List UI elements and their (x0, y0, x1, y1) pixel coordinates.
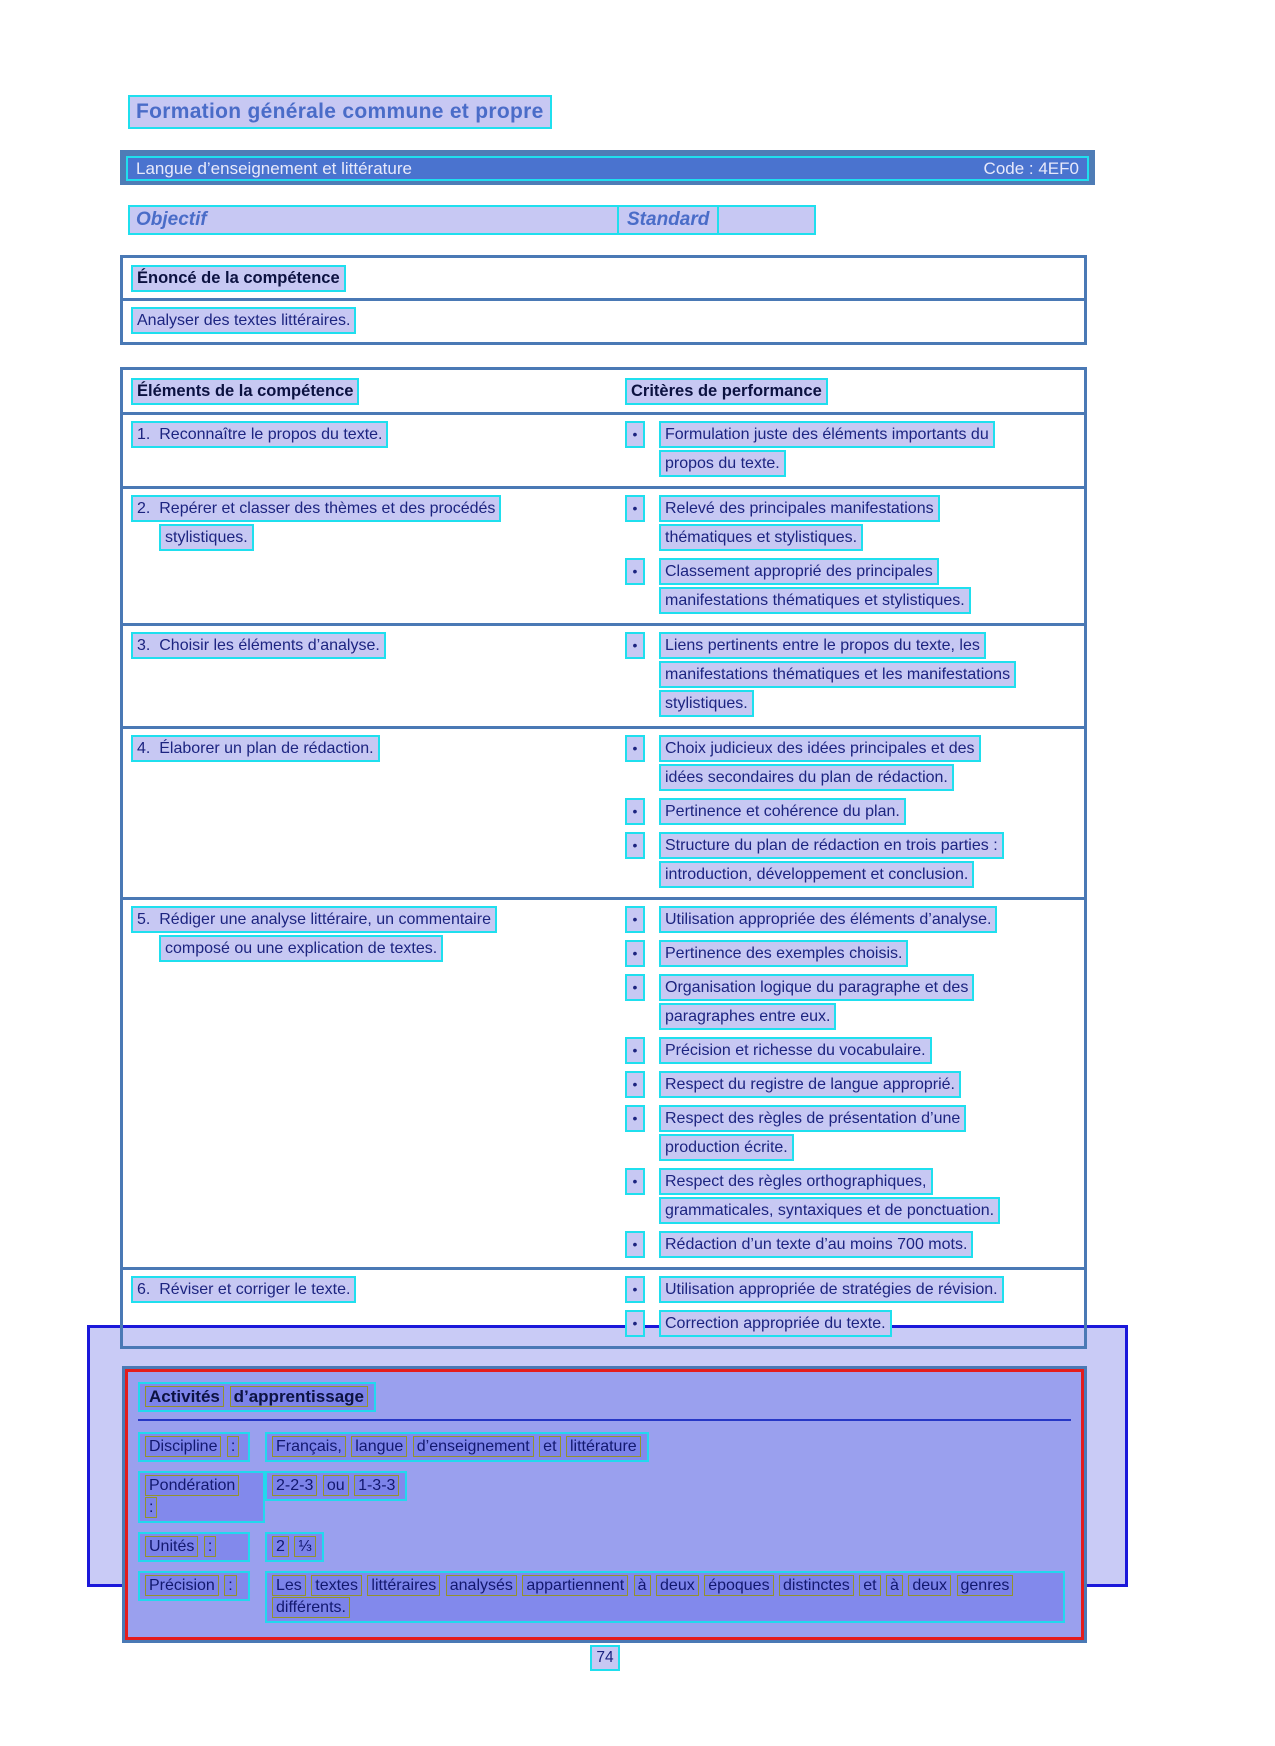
bullet-icon: • (625, 940, 645, 967)
bullet-icon: • (625, 1276, 645, 1303)
element-cell (131, 421, 617, 479)
criterion-item (625, 495, 1076, 553)
criteres-header: Critères de performance (625, 378, 828, 405)
bullet-icon: • (625, 1310, 645, 1337)
element-line: stylistiques. (159, 524, 254, 551)
bullet-icon: • (625, 495, 645, 522)
criterion-line: grammaticales, syntaxiques et de ponctuation. (659, 1197, 1000, 1224)
criterion-item (625, 1037, 1076, 1066)
criterion-line: Structure du plan de rédaction en trois parties : (659, 832, 1004, 859)
criterion-line: stylistiques. (659, 690, 754, 717)
field-value-precision: Les textes littéraires analysés appartiennent à deux époques distinctes et à deux genres différents. (265, 1571, 1065, 1623)
criterion-item (625, 1105, 1076, 1163)
criterion-item (625, 421, 1076, 479)
criterion-item (625, 1071, 1076, 1100)
criterion-line: paragraphes entre eux. (659, 1003, 836, 1030)
criterion-line: Pertinence et cohérence du plan. (659, 798, 906, 825)
criterion-item (625, 832, 1076, 890)
field-value-unites: 2 ⅓ (265, 1532, 324, 1562)
criteria-cell (617, 1276, 1076, 1339)
field-label-discipline: Discipline : (138, 1432, 250, 1462)
activites-heading: Activités d’apprentissage (138, 1382, 376, 1412)
bullet-icon: • (625, 974, 645, 1001)
bullet-icon: • (625, 1071, 645, 1098)
section-header-bar (120, 150, 1095, 185)
page-title (128, 95, 1275, 129)
bullet-icon: • (625, 632, 645, 659)
elements-header: Éléments de la compétence (131, 378, 359, 405)
criterion-line: Pertinence des exemples choisis. (659, 940, 908, 967)
criterion-item (625, 906, 1076, 935)
element-line: 3. Choisir les éléments d’analyse. (131, 632, 386, 659)
element-line: 1. Reconnaître le propos du texte. (131, 421, 388, 448)
criterion-line: Utilisation appropriée de stratégies de révision. (659, 1276, 1004, 1303)
criteria-cell (617, 632, 1076, 719)
bullet-icon: • (625, 798, 645, 825)
column-headers (120, 205, 1275, 237)
element-line: 2. Repérer et classer des thèmes et des procédés (131, 495, 501, 522)
criterion-item (625, 1168, 1076, 1226)
bullet-icon: • (625, 1231, 645, 1258)
element-line: composé ou une explication de textes. (159, 935, 443, 962)
element-line: 4. Élaborer un plan de rédaction. (131, 735, 380, 762)
element-cell (131, 906, 617, 1260)
criterion-line: introduction, développement et conclusion. (659, 861, 974, 888)
bullet-icon: • (625, 832, 645, 859)
document-page (0, 95, 1275, 1746)
criterion-item (625, 940, 1076, 969)
element-cell (131, 735, 617, 890)
table-row (123, 726, 1084, 897)
page-number: 74 (590, 1645, 619, 1671)
element-line: 5. Rédiger une analyse littéraire, un commentaire (131, 906, 497, 933)
element-cell (131, 632, 617, 719)
criterion-line: Précision et richesse du vocabulaire. (659, 1037, 932, 1064)
enonce-box (120, 255, 1087, 345)
criterion-item (625, 735, 1076, 793)
criterion-line: propos du texte. (659, 450, 786, 477)
criterion-item (625, 798, 1076, 827)
bullet-icon: • (625, 1168, 645, 1195)
section-header-highlight (126, 156, 1089, 181)
criteria-cell (617, 906, 1076, 1260)
criterion-line: Rédaction d’un texte d’au moins 700 mots. (659, 1231, 973, 1258)
bullet-icon: • (625, 558, 645, 585)
bullet-icon: • (625, 421, 645, 448)
criterion-line: manifestations thématiques et les manifestations (659, 661, 1016, 688)
criterion-item (625, 1231, 1076, 1260)
criterion-line: Respect du registre de langue approprié. (659, 1071, 961, 1098)
table-row (123, 486, 1084, 623)
criterion-item (625, 632, 1076, 719)
criterion-line: production écrite. (659, 1134, 794, 1161)
criteria-cell (617, 735, 1076, 890)
table-header-row (123, 370, 1084, 412)
field-label-ponderation: Pondération : (138, 1471, 265, 1523)
criterion-item (625, 1310, 1076, 1339)
criterion-line: Liens pertinents entre le propos du texte, les (659, 632, 986, 659)
section-title: Langue d’enseignement et littérature (136, 158, 412, 178)
criteria-cell (617, 421, 1076, 479)
enonce-body: Analyser des textes littéraires. (131, 307, 356, 334)
element-line: 6. Réviser et corriger le texte. (131, 1276, 356, 1303)
bullet-icon: • (625, 906, 645, 933)
outer-annotation-box (87, 1325, 1128, 1616)
criterion-line: Respect des règles orthographiques, (659, 1168, 933, 1195)
table-row (123, 1267, 1084, 1346)
enonce-heading: Énoncé de la compétence (131, 265, 346, 292)
criteria-cell (617, 495, 1076, 616)
criterion-line: Correction appropriée du texte. (659, 1310, 892, 1337)
element-cell (131, 1276, 617, 1339)
criterion-line: Utilisation appropriée des éléments d’analyse. (659, 906, 997, 933)
objectif-standard-band (128, 205, 816, 235)
field-label-unites: Unités : (138, 1532, 250, 1562)
criterion-item (625, 558, 1076, 616)
table-row (123, 412, 1084, 486)
criterion-line: thématiques et stylistiques. (659, 524, 863, 551)
activites-table (122, 1366, 1087, 1643)
table-row (123, 897, 1084, 1267)
field-label-precision: Précision : (138, 1571, 250, 1601)
element-cell (131, 495, 617, 616)
criterion-line: Classement approprié des principales (659, 558, 939, 585)
criterion-line: idées secondaires du plan de rédaction. (659, 764, 954, 791)
criterion-line: Organisation logique du paragraphe et des (659, 974, 974, 1001)
criterion-line: manifestations thématiques et stylistiques. (659, 587, 971, 614)
criterion-line: Choix judicieux des idées principales et des (659, 735, 981, 762)
bullet-icon: • (625, 1105, 645, 1132)
competence-table (120, 367, 1087, 1349)
criterion-line: Respect des règles de présentation d’une (659, 1105, 966, 1132)
bullet-icon: • (625, 735, 645, 762)
criterion-item (625, 1276, 1076, 1305)
field-value-discipline: Français, langue d’enseignement et littérature (265, 1432, 649, 1462)
bullet-icon: • (625, 1037, 645, 1064)
criterion-item (625, 974, 1076, 1032)
page-title-text: Formation générale commune et propre (128, 95, 552, 129)
objectif-header: Objectif (136, 209, 207, 230)
table-row (123, 623, 1084, 726)
standard-header: Standard (617, 205, 719, 235)
field-value-ponderation: 2-2-3 ou 1-3-3 (265, 1471, 407, 1501)
criterion-line: Relevé des principales manifestations (659, 495, 940, 522)
course-code: Code : 4EF0 (983, 158, 1079, 178)
criterion-line: Formulation juste des éléments importants du (659, 421, 995, 448)
